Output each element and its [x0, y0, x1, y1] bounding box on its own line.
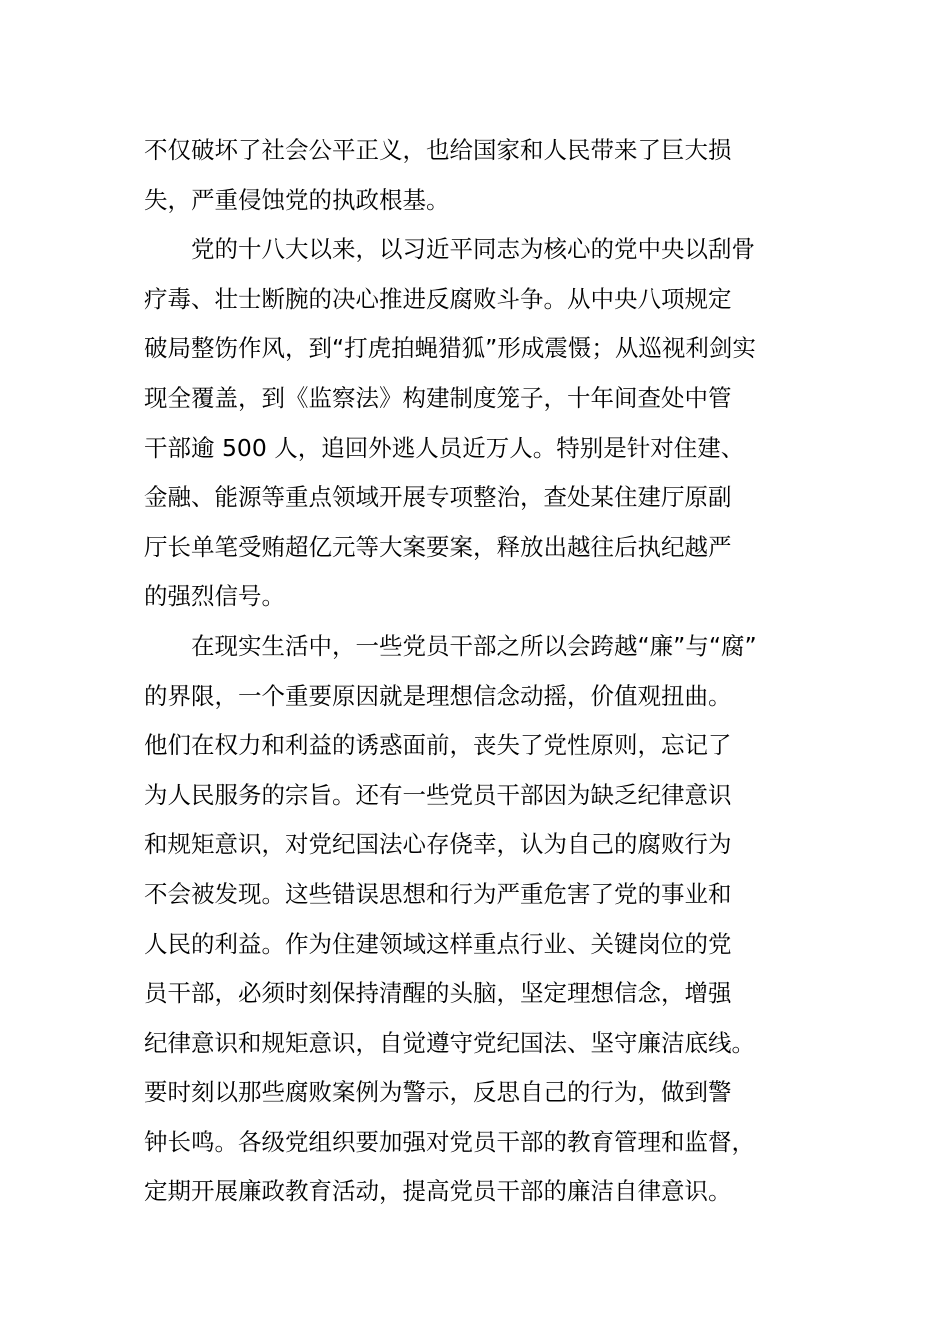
text-line: 的界限，一个重要原因就是理想信念动摇，价值观扭曲。 — [144, 681, 732, 710]
text-line: 不仅破坏了社会公平正义，也给国家和人民带来了巨大损 — [144, 136, 732, 164]
text-line: 要时刻以那些腐败案例为警示，反思自己的行为，做到警 — [144, 1078, 732, 1107]
text-line: 纪律意识和规矩意识，自觉遵守党纪国法、坚守廉洁底线。 — [144, 1028, 755, 1057]
text-line: 破局整饬作风，到“打虎拍蝇猎狐”形成震慑；从巡视利剑实 — [144, 334, 756, 363]
text-line: 人民的利益。作为住建领域这样重点行业、关键岗位的党 — [144, 929, 732, 958]
text-line: 为人民服务的宗旨。还有一些党员干部因为缺乏纪律意识 — [144, 780, 732, 809]
text-line: 员干部，必须时刻保持清醒的头脑，坚定理想信念，增强 — [144, 979, 732, 1008]
text-line: 疗毒、壮士断腕的决心推进反腐败斗争。从中央八项规定 — [144, 284, 732, 313]
text-line: 他们在权力和利益的诱惑面前，丧失了党性原则，忘记了 — [144, 731, 732, 760]
text-line: 金融、能源等重点领域开展专项整治，查处某住建厅原副 — [144, 483, 732, 512]
text-line: 干部逾 500 人，追回外逃人员近万人。特别是针对住建、 — [144, 433, 745, 462]
text-line: 失，严重侵蚀党的执政根基。 — [144, 185, 450, 214]
paragraph-start-line: 党的十八大以来，以习近平同志为核心的党中央以刮骨 — [191, 235, 755, 264]
text-line: 和规矩意识，对党纪国法心存侥幸，认为自己的腐败行为 — [144, 830, 732, 859]
text-line: 钟长鸣。各级党组织要加强对党员干部的教育管理和监督， — [144, 1127, 755, 1156]
text-line: 的强烈信号。 — [144, 582, 285, 611]
text-line: 定期开展廉政教育活动，提高党员干部的廉洁自律意识。 — [144, 1177, 732, 1206]
document-body — [144, 126, 814, 1217]
text-line: 厅长单笔受贿超亿元等大案要案，释放出越往后执纪越严 — [144, 532, 732, 561]
text-line: 不会被发现。这些错误思想和行为严重危害了党的事业和 — [144, 879, 732, 908]
text-line: 现全覆盖，到《监察法》构建制度笼子，十年间查处中管 — [144, 383, 732, 412]
paragraph-start-line: 在现实生活中，一些党员干部之所以会跨越“廉”与“腐” — [191, 631, 757, 660]
